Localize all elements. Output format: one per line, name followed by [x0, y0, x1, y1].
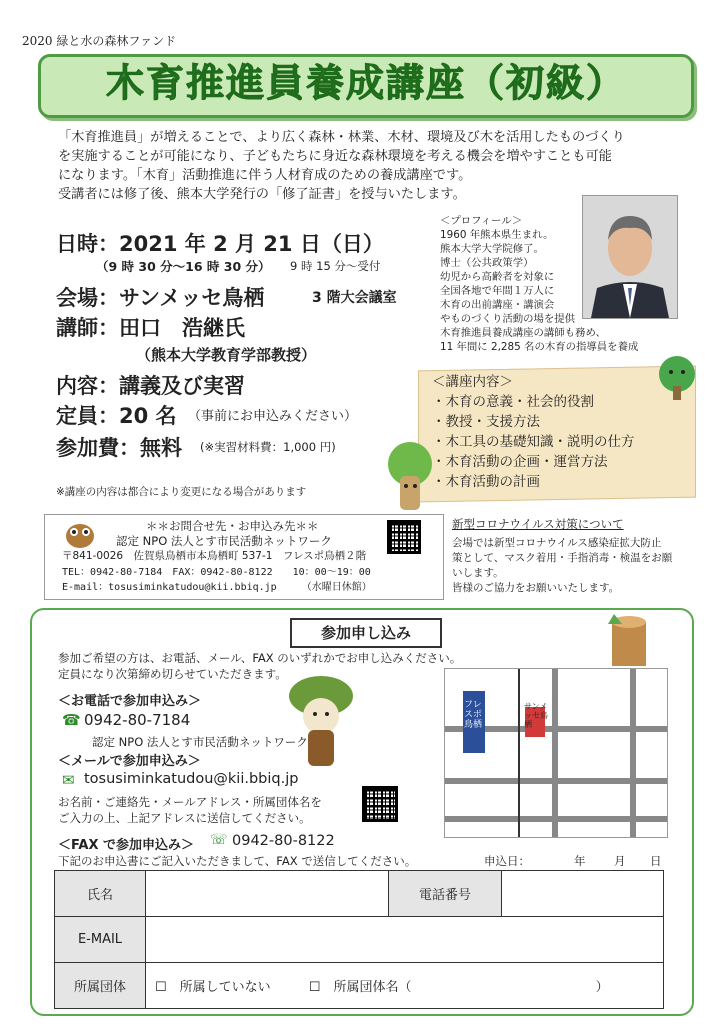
- event-date: 日時：2021 年 2 月 21 日（日）: [56, 232, 384, 256]
- profile-line: 博士（公共政策学）: [440, 257, 534, 269]
- contact-org: 認定 NPO 法人とす市民活動ネットワーク: [116, 534, 332, 548]
- profile-line: 熊本大学大学院修了。: [440, 243, 544, 255]
- covid-heading: 新型コロナウイルス対策について: [452, 517, 624, 531]
- phone-number[interactable]: 0942-80-7184: [84, 711, 191, 729]
- profile-line: やものづくり活動の場を提供: [440, 313, 576, 325]
- covid-text: 策として、マスク着用・手指消毒・検温をお願: [452, 552, 673, 564]
- apply-date-day: 日: [650, 854, 662, 868]
- fax-apply-heading: ＜FAX で参加申込み＞: [58, 838, 194, 853]
- course-item: ・木育活動の計画: [432, 474, 540, 490]
- covid-text: 会場では新型コロナウイルス感染症拡大防止: [452, 537, 662, 549]
- profile-line: 1960 年熊本県生まれ。: [440, 229, 554, 241]
- phone-icon: ☎: [62, 711, 81, 729]
- contact-qr-code[interactable]: [387, 520, 421, 554]
- intro-line: になります。「木育」活動推進に伴う人材育成のための養成講座です。: [58, 168, 472, 183]
- apply-date-label: 申込日：: [484, 854, 530, 868]
- apply-qr-code[interactable]: [362, 786, 398, 822]
- profile-line: 木育の出前講座・講演会: [440, 299, 555, 311]
- org-checkbox-none[interactable]: ☐ 所属していない: [155, 980, 271, 995]
- apply-heading: 参加申し込み: [290, 618, 442, 648]
- contact-heading: ＊＊お問合せ先・お申込み先＊＊: [146, 519, 319, 533]
- phone-apply-heading: ＜お電話で参加申込み＞: [58, 694, 202, 709]
- venue: 会場：サンメッセ鳥栖: [56, 286, 265, 310]
- org-field[interactable]: [146, 963, 664, 1009]
- mail-note: お名前・ご連絡先・メールアドレス・所属団体名を: [58, 795, 322, 809]
- org-close-paren: ）: [595, 980, 609, 995]
- contact-tel: TEL：0942-80-7184 FAX：0942-80-8122 10：00～19：00: [62, 567, 371, 578]
- profile-line: 11 年間に 2,285 名の木育の指導員を養成: [440, 341, 639, 353]
- org-checkbox-name[interactable]: ☐ 所属団体名（: [308, 980, 412, 995]
- venue-map: [444, 668, 668, 838]
- lecturer-photo: [582, 195, 678, 319]
- lecturer-title: （熊本大学教育学部教授）: [136, 346, 317, 364]
- phone-field[interactable]: [502, 871, 664, 917]
- mushroom-mascot-icon: [286, 668, 356, 782]
- apply-date-month: 月: [614, 854, 626, 868]
- covid-text: いします。: [452, 567, 504, 579]
- contact-address: 〒841-0026 佐賀県鳥栖市本鳥栖町 537-1 フレスポ鳥栖２階: [62, 550, 367, 562]
- course-item: ・木育活動の企画・運営方法: [432, 454, 608, 470]
- map-label-frespo: フレスポ鳥栖: [464, 700, 483, 730]
- apply-intro: 定員になり次第締め切らせていただきます。: [58, 667, 287, 681]
- mail-note: ご入力の上、上記アドレスに送信してください。: [58, 811, 311, 825]
- reception-time: 9 時 15 分～受付: [290, 259, 381, 273]
- venue-room: 3 階大会議室: [312, 290, 397, 306]
- page-title: 木育推進員養成講座（初級）: [105, 61, 626, 105]
- lecturer: 講師：田口 浩継氏: [56, 316, 245, 340]
- intro-line: 受講者には修了後、熊本大学発行の「修了証書」を授与いたします。: [58, 187, 466, 202]
- profile-line: 幼児から高齢者を対象に: [440, 271, 555, 283]
- covid-text: 皆様のご協力をお願いいたします。: [452, 582, 620, 594]
- fee-note: (※実習材料費：1,000 円): [200, 440, 336, 454]
- mail-apply-heading: ＜メールで参加申込み＞: [58, 754, 201, 769]
- name-field[interactable]: [146, 871, 389, 917]
- stump-icon: [604, 612, 654, 674]
- tree-mascot-icon: [656, 354, 698, 406]
- application-form: [54, 870, 664, 1009]
- map-label-sunmesse: サンメッセ鳥栖: [524, 702, 548, 729]
- capacity: 定員：20 名: [56, 404, 177, 428]
- profile-heading: ＜プロフィール＞: [440, 215, 523, 227]
- contact-email: E-mail：tosusiminkatudou@kii.bbiq.jp （水曜日休館）: [62, 582, 372, 593]
- fax-icon: ☏: [210, 832, 228, 848]
- course-item: ・木工具の基礎知識・説明の仕方: [432, 434, 635, 450]
- phone-org: 認定 NPO 法人とす市民活動ネットワーク: [92, 735, 308, 749]
- fund-name: 2020 緑と水の森林ファンド: [22, 34, 177, 48]
- profile-line: 木育推進員養成講座の講師も務め、: [440, 327, 606, 339]
- owl-icon: [60, 518, 100, 552]
- intro-line: を実施することが可能になり、子どもたちに身近な森林環境を考える機会を増やすことも可能: [58, 149, 612, 164]
- capacity-note: （事前にお申込みください）: [188, 409, 358, 424]
- course-item: ・木育の意義・社会的役割: [432, 394, 594, 410]
- course-heading: ＜講座内容＞: [432, 374, 513, 390]
- intro-line: 「木育推進員」が増えることで、より広く森林・林業、木材、環境及び木を活用したものづくり: [58, 130, 625, 145]
- tree-character-icon: [380, 440, 440, 518]
- email-field[interactable]: [146, 917, 664, 963]
- form-label-email: E-MAIL: [55, 917, 146, 963]
- apply-intro: 参加ご希望の方は、お電話、メール、FAX のいずれかでお申し込みください。: [58, 651, 462, 665]
- form-label-phone: 電話番号: [389, 871, 502, 917]
- fee: 参加費：無料: [56, 436, 182, 460]
- course-item: ・教授・支援方法: [432, 414, 540, 430]
- form-label-name: 氏名: [55, 871, 146, 917]
- fax-note: 下記のお申込書にご記入いただきまして、FAX で送信してください。: [58, 854, 417, 868]
- fax-number[interactable]: 0942-80-8122: [232, 833, 335, 849]
- form-label-org: 所属団体: [55, 963, 146, 1009]
- profile-line: 全国各地で年間１万人に: [440, 285, 555, 297]
- apply-date-year: 年: [574, 854, 586, 868]
- change-notice: ※講座の内容は都合により変更になる場合があります: [56, 486, 307, 498]
- event-time: （9 時 30 分～16 時 30 分）: [96, 259, 271, 274]
- course-content: 内容：講義及び実習: [56, 374, 245, 398]
- mail-icon: ✉: [62, 771, 75, 789]
- mail-address[interactable]: tosusiminkatudou@kii.bbiq.jp: [84, 771, 299, 787]
